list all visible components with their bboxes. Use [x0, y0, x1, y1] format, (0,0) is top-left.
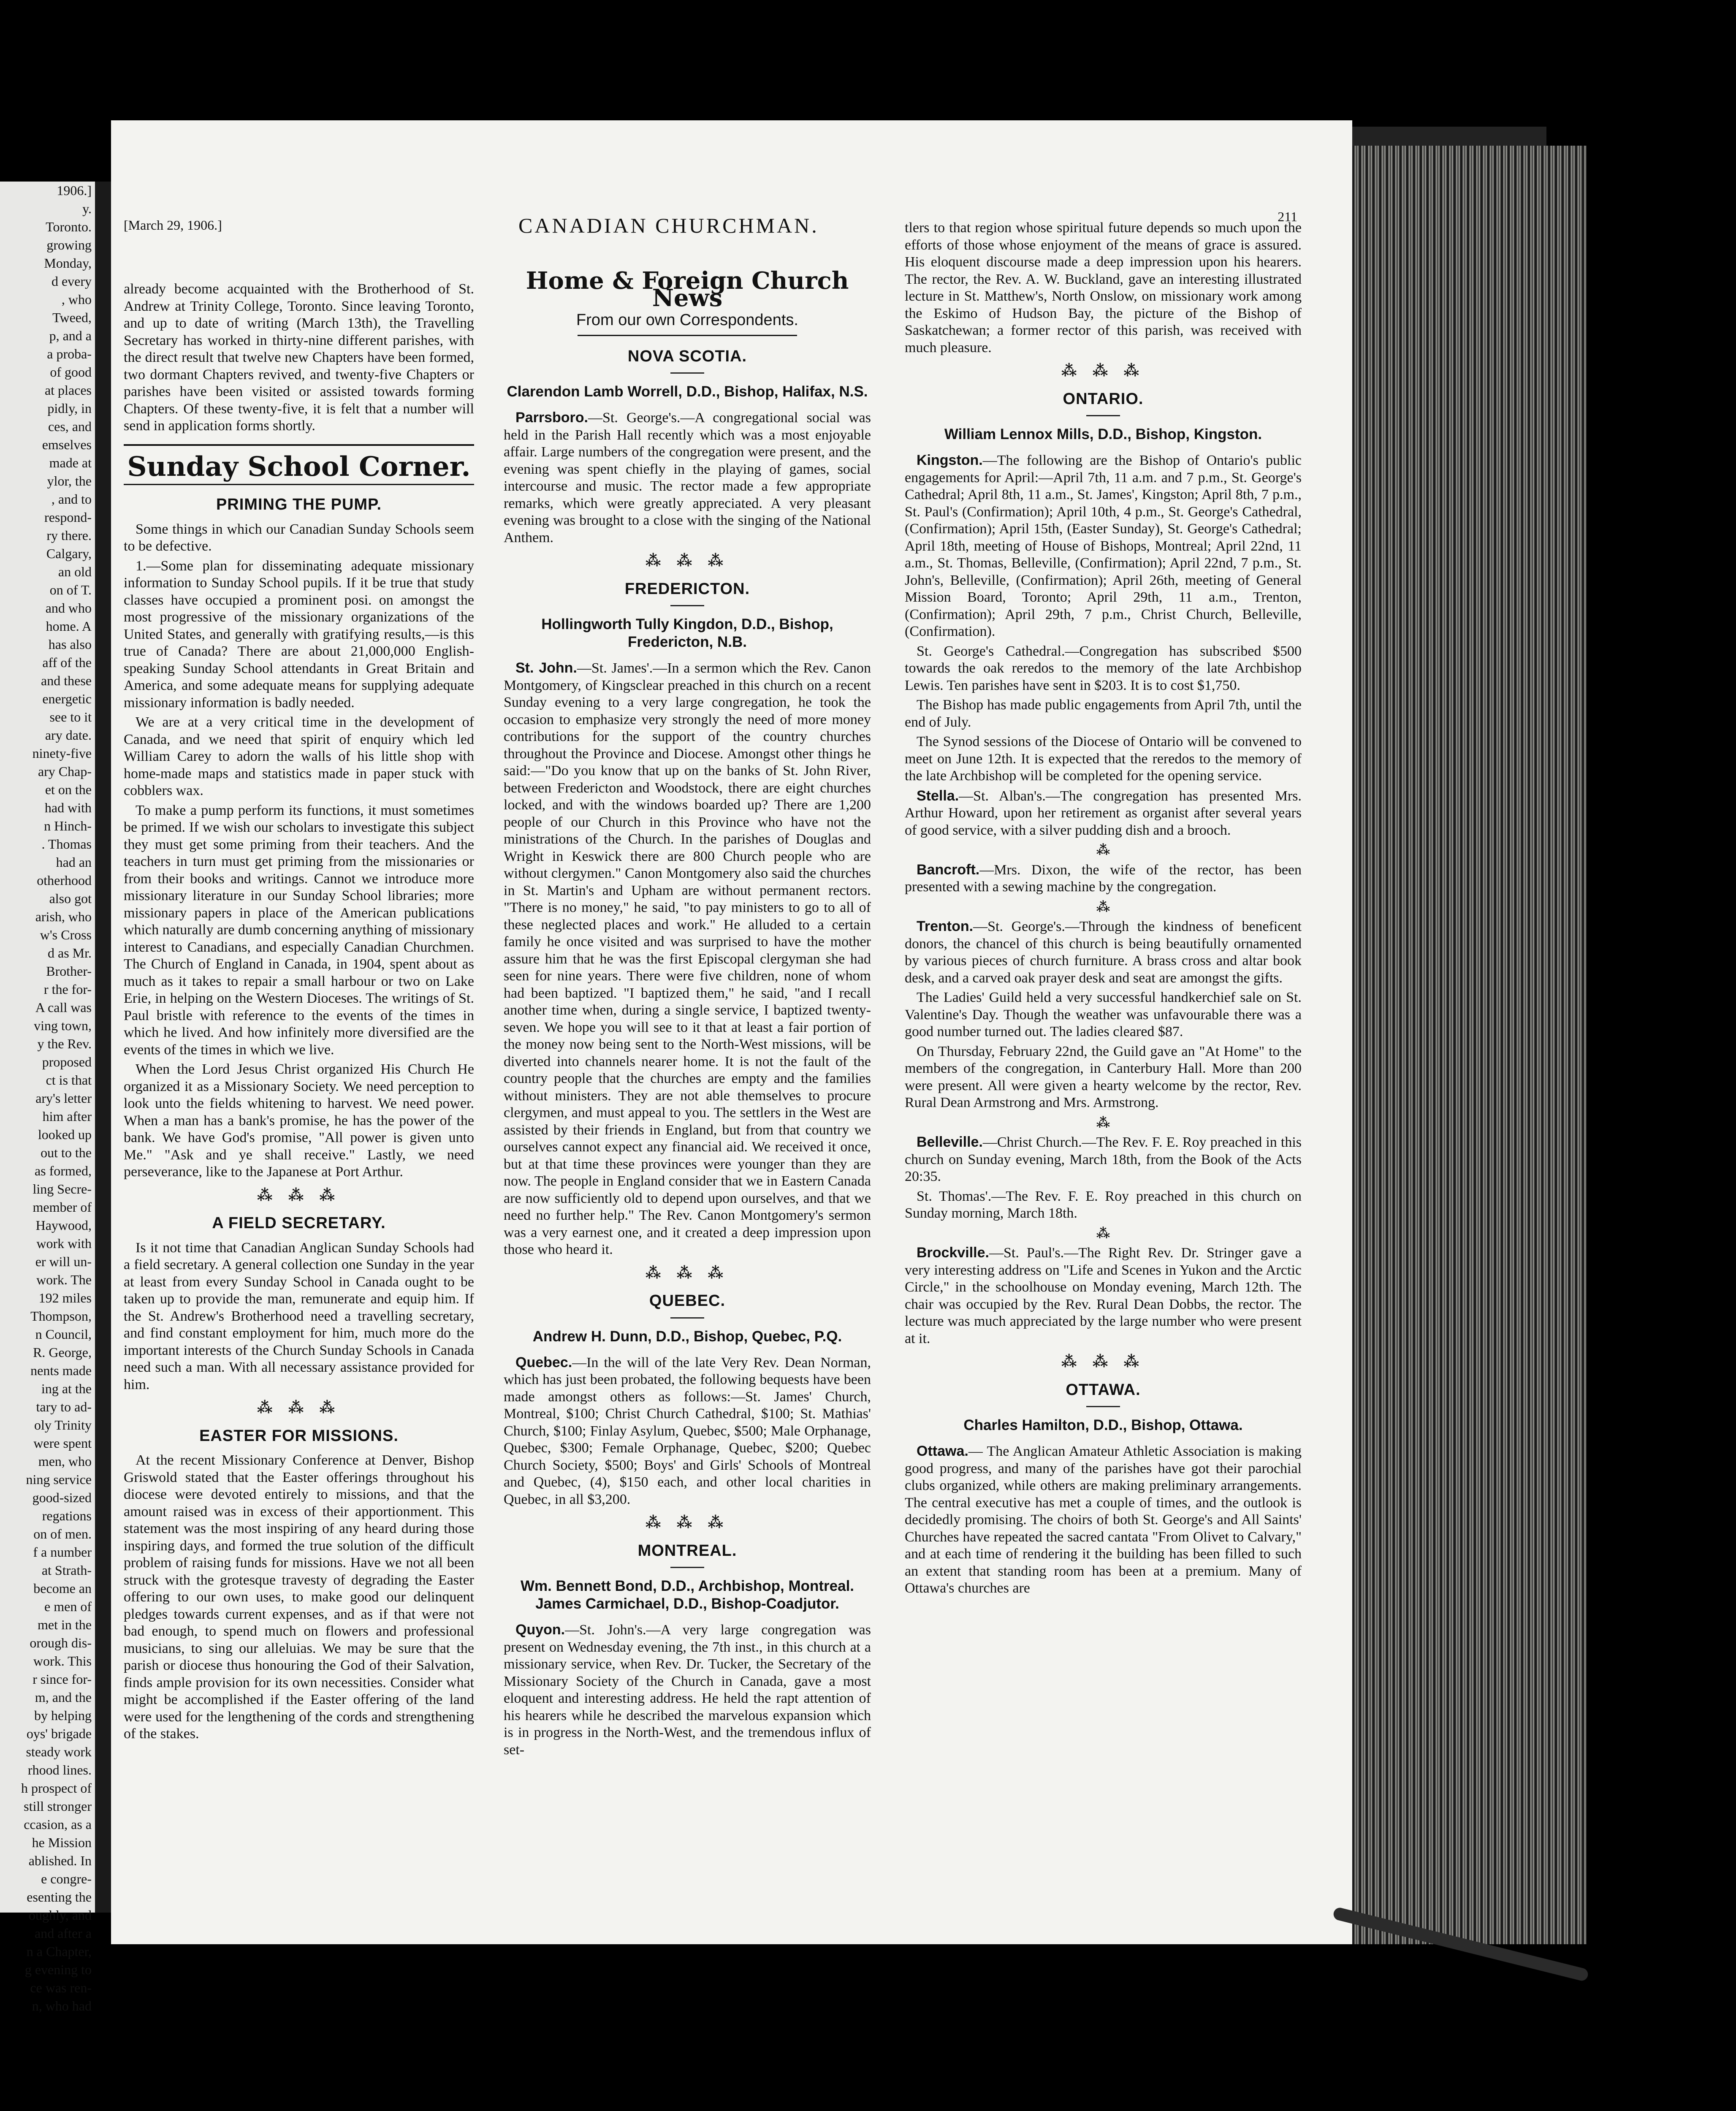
place-name: Belleville. — [917, 1134, 983, 1150]
fragment-line: f a number — [33, 1544, 92, 1560]
fragment-line: and these — [41, 673, 92, 688]
fragment-line: looked up — [38, 1127, 92, 1142]
fragment-line: ylor, the — [47, 473, 92, 488]
fragment-line: ninety-five — [32, 746, 92, 761]
bishop-line: William Lennox Mills, D.D., Bishop, Kingston. — [905, 415, 1302, 443]
fragment-line: n Council, — [35, 1327, 92, 1342]
fragment-line: ning service — [26, 1472, 92, 1487]
fragment-line: R. George, — [33, 1345, 92, 1360]
fragment-line: ce was ren- — [30, 1980, 92, 1995]
fragment-line: ary date. — [45, 727, 92, 743]
fragment-line: home. A — [46, 619, 92, 634]
fragment-line: emselves — [42, 437, 92, 452]
ornament: ⁂ — [1096, 1115, 1110, 1130]
fragment-line: er will un- — [35, 1254, 92, 1269]
fragment-line: made at — [49, 455, 92, 470]
fragment-line: ary Chap- — [38, 764, 92, 779]
place-name: Kingston. — [917, 452, 983, 468]
fragment-line: rhood lines. — [27, 1762, 92, 1777]
fragment-line: arish, who — [35, 909, 92, 924]
place-name: Quyon. — [515, 1622, 565, 1638]
paragraph: 1.—Some plan for disseminating adequate missionary information to Sunday School pupils. If it be true that study classes have occupied a prominent posi. on amongst the most progressive of the missionary organizations of the United States, and generally with gratifying results,—is this true of Canada? There are about 21,000,000 English-speaking Sunday School attendants in Great Britain and America, and some adequate means for supplying adequate missionary information is badly needed. — [124, 558, 474, 711]
fragment-line: ry there. — [46, 528, 92, 543]
fragment-line: and after a — [34, 1926, 92, 1941]
fragment-line: by helping — [34, 1708, 92, 1723]
paragraph: Is it not time that Canadian Anglican Sunday Schools had a field secretary. A general collection one Sunday in the year at least from every Sunday School in Canada ought to be taken up to provide the man, remunerate and equip him. If the St. Andrew's Brotherhood need a travelling secretary, and find constant employment for him, much more do the important interests of the Church Sunday Schools in Canada need such a man. With all necessary assistance provided for him. — [124, 1240, 474, 1392]
section-title: Sunday School Corner. — [127, 450, 471, 483]
fragment-line: respond- — [44, 510, 92, 525]
fragment-line: A call was — [35, 1000, 92, 1015]
fragment-line: w's Cross — [40, 927, 92, 942]
adjacent-page-fragment — [0, 182, 95, 2013]
fragment-line: y. — [82, 201, 92, 216]
fragment-line: out to the — [41, 1145, 92, 1160]
newspaper-page — [111, 120, 1352, 1944]
paragraph: The Bishop has made public engagements from April 7th, until the end of July. — [905, 697, 1302, 730]
fragment-line: ces, and — [48, 419, 92, 434]
fragment-line: at places — [44, 383, 92, 398]
fragment-line: ary's letter — [35, 1091, 92, 1106]
fragment-line: r since for- — [33, 1671, 92, 1687]
bishop-line: Wm. Bennett Bond, D.D., Archbishop, Montreal. James Carmichael, D.D., Bishop-Coadjutor. — [504, 1567, 871, 1613]
fragment-line: d as Mr. — [48, 945, 92, 961]
paragraph: already become acquainted with the Brotherhood of St. Andrew at Trinity College, Toronto. Since leaving Toronto, and up to date of writing (March 13th), the Travelling Secretary has worked in thirty-nine different parishes, with the direct result that twelve new Chapters have been formed, two dormant Chapters revived, and twenty-five Chapters or parishes have been visited or assisted towards forming Chapters. Of these twenty-five, it is felt that a number will send in application forms shortly. — [124, 281, 474, 434]
bishop-line: Clarendon Lamb Worrell, D.D., Bishop, Halifax, N.S. — [504, 372, 871, 401]
fragment-line: as formed, — [34, 1163, 92, 1178]
ornament: ⁂ ⁂ ⁂ — [1061, 362, 1145, 379]
fragment-line: he Mission — [32, 1835, 92, 1850]
place-name: Stella. — [917, 787, 959, 804]
page-number: 211 — [1278, 209, 1297, 224]
fragment-line: e congre- — [41, 1871, 92, 1886]
fragment-line: had with — [44, 800, 92, 815]
ornament: ⁂ ⁂ ⁂ — [257, 1186, 341, 1204]
fragment-line: still stronger — [24, 1799, 92, 1814]
paragraph: —Mrs. Dixon, the wife of the rector, has been presented with a sewing machine by the congregation. — [905, 862, 1302, 895]
fragment-line: , and to — [51, 491, 92, 507]
fragment-line: e men of — [44, 1599, 92, 1614]
article-heading: A FIELD SECRETARY. — [212, 1214, 386, 1232]
divider — [124, 484, 474, 485]
fragment-line: esenting the — [27, 1889, 92, 1905]
fragment-line: , who — [61, 292, 92, 307]
fragment-line: work. This — [33, 1653, 92, 1669]
fragment-line: work. The — [36, 1272, 92, 1287]
ornament: ⁂ — [1096, 842, 1110, 857]
fragment-line: aff of the — [42, 655, 92, 670]
fragment-line: had an — [56, 855, 92, 870]
place-name: Parrsboro. — [515, 410, 588, 426]
column-2 — [504, 267, 871, 1761]
fragment-line: p, and a — [49, 328, 92, 343]
fragment-line: Tweed, — [52, 310, 92, 325]
book-gutter — [95, 182, 111, 1913]
paragraph: St. Thomas'.—The Rev. F. E. Roy preached in this church on Sunday morning, March 18th. — [905, 1188, 1302, 1221]
paragraph: —In the will of the late Very Rev. Dean Norman, which has just been probated, the following bequests have been made amongst others as follows:—St. James' Church, Montreal, $100; Christ Church Cathedral, $100; St. Mathias' Church, $100; Finlay Asylum, Quebec, $500; Male Orphanage, Quebec, $300; Female Orphanage, Quebec, $200; Quebec Church Society, $500; Boys' and Girls' Schools of Montreal and Quebec, (4), $150 each, and other local charities in Quebec, in all $3,200. — [504, 1354, 871, 1507]
fragment-line: y the Rev. — [37, 1036, 92, 1051]
ornament: ⁂ ⁂ ⁂ — [645, 1264, 730, 1281]
column-3 — [905, 220, 1302, 1600]
fragment-line: has also — [48, 637, 92, 652]
fragment-line: become an — [33, 1581, 92, 1596]
ornament: ⁂ ⁂ ⁂ — [645, 1514, 730, 1531]
fragment-line: met in the — [38, 1617, 92, 1632]
fragment-line: m, and the — [35, 1690, 92, 1705]
fragment-line: at Strath- — [41, 1563, 92, 1578]
fragment-line: energetic — [42, 691, 92, 706]
fragment-line: good-sized — [32, 1490, 92, 1505]
fragment-line: et on the — [45, 782, 92, 797]
paragraph: We are at a very critical time in the development of Canada, and we need that spirit of enquiry which led William Carey to adorn the walls of his little shop with home-made maps and statistics made in paper stuck with cobblers wax. — [124, 714, 474, 798]
fragment-line: Calgary, — [46, 546, 92, 561]
fragment-line: of good — [50, 364, 92, 380]
place-name: Trenton. — [917, 918, 974, 934]
bishop-line: Hollingworth Tully Kingdon, D.D., Bishop, Fredericton, N.B. — [504, 605, 871, 651]
fragment-line: Thompson, — [30, 1308, 92, 1324]
book-page-edges — [1352, 146, 1587, 1944]
fragment-line: 1906.] — [57, 183, 92, 198]
fragment-line: oughly, and — [28, 1907, 92, 1923]
fragment-line: ct is that — [46, 1072, 92, 1088]
place-name: Bancroft. — [917, 861, 980, 878]
ornament: ⁂ ⁂ ⁂ — [257, 1399, 341, 1416]
paragraph: To make a pump perform its functions, it must sometimes be primed. If we wish our scholars to investigate this subject they must get some priming from their teachers. And the teachers in turn must get priming from the missionaries or from their books and writings. Cannot we introduce more missionary literature in our Sunday School libraries; more missionary papers in place of the American publications which naturally are dumb concerning anything of missionary interest to Canadians, and especially Canadian Churchmen. The Church of England in Canada, in 1904, spent about as much as it takes to repair a small harbour or two on Lake Erie, in helping on the Western Dioceses. The writings of St. Paul bristle with reference to the events of the times in which he lived. And how infinitely more diversified are the events of the times in which we live. — [124, 802, 474, 1058]
fragment-line: d every — [51, 274, 92, 289]
ornament: ⁂ ⁂ ⁂ — [1061, 1353, 1145, 1370]
divider — [578, 335, 797, 336]
place-name: St. John. — [515, 660, 577, 676]
fragment-line: an old — [58, 564, 92, 579]
fragment-line: 192 miles — [38, 1290, 92, 1305]
paragraph: tlers to that region whose spiritual future depends so much upon the efforts of those whose enjoyment of the means of grace is assured. His eloquent discourse made a deep impression upon his hearers. The rector, the Rev. A. W. Buckland, gave an interesting illustrated lecture in St. Matthew's, North Onslow, on missionary work among the Eskimo of Hudson Bay, the picture of the Bishop of Saskatchewan; a former rector of this parish, was received with much pleasure. — [905, 220, 1302, 355]
divider — [124, 444, 474, 446]
fragment-line: men, who — [38, 1454, 92, 1469]
fragment-line: ablished. In — [28, 1853, 92, 1868]
news-banner-subtitle: From our own Correspondents. — [576, 311, 798, 329]
paragraph: The Ladies' Guild held a very successful handkerchief sale on St. Valentine's Day. Though the weather was unfavourable there was a good number turned out. The ladies cleared $87. — [905, 990, 1302, 1039]
paragraph: —The following are the Bishop of Ontario's public engagements for April:—April 7th, 11 a.m. and 7 p.m., St. George's Cathedral; April 8th, 11 a.m., St. James', Kingston; April 8th, 7 p.m., St. Paul's (Confirmation); April 10th, 4 p.m., St. George's Cathedral, (Confirmation); April 15th, (Easter Sunday), St. George's Cathedral; April 18th, meeting of House of Bishops, Montreal; April 22nd, 11 a.m., St. Thomas, Belleville, (Confirmation); April 22nd, 7 p.m., St. John's, Belleville, (Confirmation); April 26th, meeting of General Mission Board, Toronto; April 29th, 11 a.m., Trenton, (Confirmation); April 29th, 7 p.m., Christ Church, Belleville, (Confirmation). — [905, 453, 1302, 639]
fragment-line: pidly, in — [47, 401, 92, 416]
bishop-line: Andrew H. Dunn, D.D., Bishop, Quebec, P.Q. — [504, 1317, 871, 1346]
fragment-line: h prospect of — [21, 1780, 92, 1796]
fragment-line: r the for- — [43, 982, 92, 997]
fragment-line: ing at the — [41, 1381, 92, 1396]
fragment-line: work with — [36, 1236, 92, 1251]
fragment-line: steady work — [26, 1744, 92, 1759]
fragment-line: oly Trinity — [34, 1417, 92, 1433]
paragraph: — The Anglican Amateur Athletic Association is making good progress, and many of the parishes have got their parochial clubs organized, while others are making preliminary arrangements. The central executive has met a couple of times, and the outlook is decidedly promising. The choirs of both St. George's and All Saints' Churches have repeated the sacred cantata "From Olivet to Calvary," and at each time of rendering it the building has been filled to such an extent that standing room has been at a premium. Many of Ottawa's churches are — [905, 1444, 1302, 1596]
ornament: ⁂ — [1096, 1225, 1110, 1241]
place-name: Ottawa. — [917, 1443, 968, 1459]
ornament: ⁂ — [1096, 899, 1110, 914]
bishop-line: Charles Hamilton, D.D., Bishop, Ottawa. — [905, 1406, 1302, 1434]
fragment-line: Brother- — [46, 963, 92, 979]
fragment-line: ving town, — [34, 1018, 92, 1033]
fragment-line: Haywood, — [35, 1218, 92, 1233]
place-name: Quebec. — [515, 1354, 572, 1370]
fragment-line: proposed — [42, 1054, 92, 1069]
paragraph: —St. John's.—A very large congregation was present on Wednesday evening, the 7th inst., in this church at a missionary service, when Rev. Dr. Tucker, the Secretary of the Missionary Society of the Church in Canada, gave a most eloquent and interesting address. He held the rapt attention of his hearers while he described the marvelous expansion which is in progress in the North-West, and the tremendous influx of set- — [504, 1622, 871, 1758]
diocese-heading: NOVA SCOTIA. — [627, 347, 747, 365]
diocese-heading: ONTARIO. — [1063, 390, 1144, 408]
fragment-line: ling Secre- — [33, 1181, 92, 1197]
fragment-line: g evening to — [24, 1962, 92, 1977]
fragment-line: Toronto. — [46, 219, 92, 234]
diocese-heading: QUEBEC. — [649, 1292, 726, 1310]
fragment-line: see to it — [49, 709, 92, 724]
fragment-line: nents made — [30, 1363, 92, 1378]
issue-date: [March 29, 1906.] — [124, 217, 222, 233]
paragraph: —St. Alban's.—The congregation has presented Mrs. Arthur Howard, upon her retirement as organist after several years of good service, with a silver pudding dish and a brooch. — [905, 788, 1302, 838]
fragment-line: oys' brigade — [26, 1726, 92, 1741]
paragraph: —St. George's.—A congregational social was held in the Parish Hall recently which was a most enjoyable affair. Large numbers of the congregation were present, and the evening was spent chiefly in the playing of games, social intercourse and music. The rector made a few appropriate remarks, which were greatly appreciated. A very pleasant evening was brought to a close with the singing of the National Anthem. — [504, 410, 871, 545]
fragment-line: were spent — [33, 1435, 92, 1451]
paragraph: —St. Paul's.—The Right Rev. Dr. Stringer gave a very interesting address on "Life and Scenes in Yukon and the Arctic Circle," in the schoolhouse on Monday evening, March 12th. The chair was occupied by the Rev. Rural Dean Dobbs, the rector. The lecture was much appreciated by the large number who were present at it. — [905, 1245, 1302, 1346]
paragraph: On Thursday, February 22nd, the Guild gave an "At Home" to the members of the congregation, in Canterbury Hall. More than 200 were present. All were given a hearty welcome by the rector, Rev. Rural Dean Armstrong and Mrs. Armstrong. — [905, 1043, 1302, 1110]
fragment-line: n, who had — [32, 1998, 92, 2013]
paragraph: —Christ Church.—The Rev. F. E. Roy preached in this church on Sunday evening, March 18th, from the Book of the Acts 20:35. — [905, 1134, 1302, 1184]
fragment-line: Monday, — [44, 255, 92, 271]
diocese-heading: OTTAWA. — [1066, 1381, 1141, 1399]
paragraph: —St. James'.—In a sermon which the Rev. Canon Montgomery, of Kingsclear preached in this church on a recent Sunday evening to a very large congregation, he took the occasion to emphasize very strongly the need of more money contributions for the support of the country churches throughout the Province and Diocese. Amongst other things he said:—"Do you know that up on the banks of St. John River, between Fredericton and Woodstock, there are eight churches locked, and with the windows boarded up? There are 1,200 people of our Church in this Province who have not the ministrations of the Church. In the parishes of Douglas and Wright in Keswick there are 800 Church people who are without clergymen." Canon Montgomery also said the churches in St. Martin's and Upham are without permanent rectors. "There is no money," he said, "to pay ministers to go to all of these neglected places and work." He alluded to a certain family he once visited and was surprised to have the mother assure him that he was the first Episcopal clergyman she had seen for nine years. There were five children, none of whom had been baptized. "I baptized them," he said, "and I recall another time when, during a single service, I baptized twenty-seven. We hope you will see to it that at least a fair portion of the money now being sent to the North-West missions, will be diverted into channels nearer home. It is not the fault of the country people that the churches are empty and the families without ministers. They are not able themselves to procure clergymen, and must appeal to you. The settlers in the West are assisted by their friends in England, but from that country we ourselves cannot expect any financial aid. We received it once, but at that time these provinces were younger than they are now. The people in England consider that we in Eastern Canada are now sufficiently old to depend upon ourselves, and that we need no further help." The Rev. Canon Montgomery's sermon was a very earnest one, and it created a deep impression upon those who heard it. — [504, 660, 871, 1257]
news-banner-title: Home & Foreign Church News — [526, 267, 849, 312]
fragment-line: otherhood — [37, 873, 92, 888]
column-1 — [124, 281, 474, 1745]
paragraph: At the recent Missionary Conference at Denver, Bishop Griswold stated that the Easter offerings throughout his diocese were devoted entirely to missions, and that the amount raised was in excess of their apportionment. This statement was the most inspiring of any heard during those inspiring days, and formed the true solution of the difficult problem of raising funds for missions. Have we not all been struck with the grotesque travesty of degrading the Easter offering to our own uses, to make good our delinquent pledges towards current expenses, and as if that were not bad enough, to spend much on flowers and professional musicians, to sing our alleluias. We may be sure that the parish or diocese thus honouring the God of their Salvation, finds ample provision for its own necessities. Consider what might be accomplished if the Easter offering of the land were used for the lengthening of the cords and strengthening of the stakes. — [124, 1452, 474, 1742]
fragment-line: ccasion, as a — [24, 1817, 92, 1832]
article-heading: PRIMING THE PUMP. — [216, 496, 382, 513]
fragment-line: tary to ad- — [36, 1399, 92, 1414]
fragment-line: growing — [46, 237, 92, 252]
masthead: CANADIAN CHURCHMAN. — [518, 214, 819, 237]
fragment-line: n Hinch- — [44, 818, 92, 833]
paragraph: When the Lord Jesus Christ organized His Church He organized it as a Missionary Society. We need perception to look unto the fields whitening to harvest. We need power. When a man has a bank's promise, he has the power of the bank. We have God's promise, "All power is given unto Me." "Ask and ye shall receive." Lastly, we need perseverance, like to the Japanese at Port Arthur. — [124, 1061, 474, 1180]
fragment-line: regations — [42, 1508, 92, 1523]
fragment-line: member of — [33, 1199, 92, 1215]
article-heading: EASTER FOR MISSIONS. — [199, 1427, 399, 1445]
fragment-line: and who — [45, 600, 92, 616]
fragment-line: n a Chapter, — [26, 1944, 92, 1959]
fragment-line: on of T. — [49, 582, 92, 597]
fragment-line: also got — [49, 891, 92, 906]
fragment-line: a proba- — [47, 346, 92, 361]
paragraph: —St. George's.—Through the kindness of beneficent donors, the chancel of this church is being beautifully ornamented by various pieces of church furniture. A brass cross and altar book desk, and a carved oak prayer desk and seat are amongst the gifts. — [905, 919, 1302, 986]
fragment-line: him after — [42, 1109, 92, 1124]
fragment-line: on of men. — [33, 1526, 92, 1541]
paragraph: The Synod sessions of the Diocese of Ontario will be convened to meet on June 12th. It is expected that the reredos to the memory of the late Archbishop will be completed for the opening service. — [905, 734, 1302, 784]
diocese-heading: FREDERICTON. — [624, 580, 750, 598]
fragment-line: . Thomas — [41, 836, 92, 852]
ornament: ⁂ ⁂ ⁂ — [645, 552, 730, 569]
paragraph: St. George's Cathedral.—Congregation has subscribed $500 towards the oak reredos to the memory of the late Archbishop Lewis. Ten parishes have sent in $203. It is to cost $1,750. — [905, 643, 1302, 693]
diocese-heading: MONTREAL. — [637, 1541, 737, 1560]
fragment-line: orough dis- — [30, 1635, 92, 1650]
place-name: Brockville. — [917, 1245, 989, 1261]
paragraph: Some things in which our Canadian Sunday Schools seem to be defective. — [124, 521, 474, 554]
